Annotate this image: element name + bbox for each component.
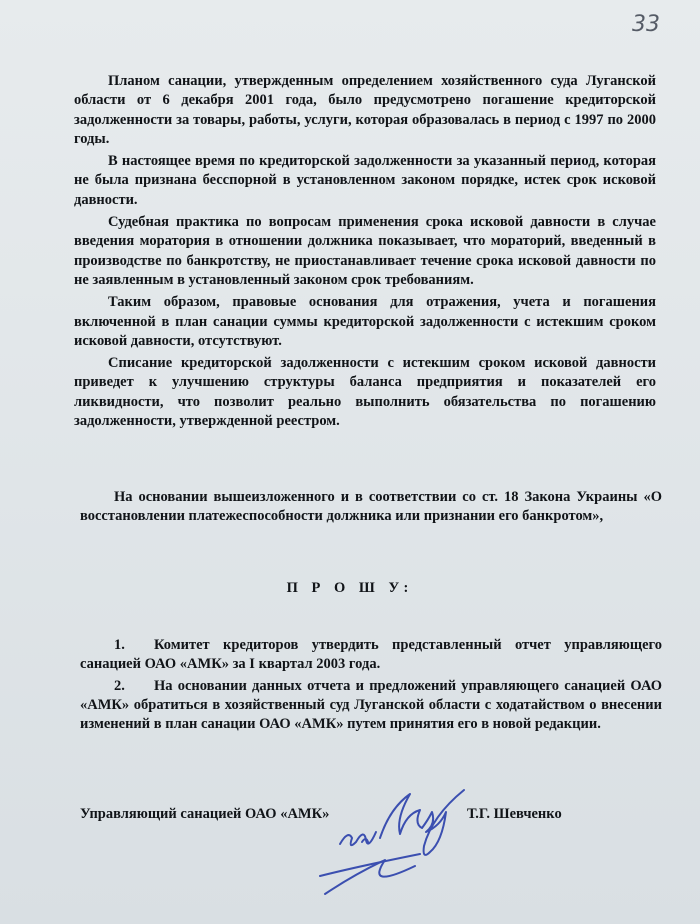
request-item-number: 2.	[114, 677, 125, 694]
request-item	[80, 636, 662, 675]
paragraph: В настоящее время по кредиторской задолженности за указанный период, которая не была признана бесспорной в установленном законом порядке, истек срок исковой давности.	[74, 153, 656, 208]
request-list	[80, 636, 662, 736]
paragraph: Списание кредиторской задолженности с истекшим сроком исковой давности приведет к улучшению структуры баланса предприятия и показателей его ликвидности, что позволит реально выполнить обязательства по погашению задолженности, утвержденной реестром.	[74, 355, 656, 430]
body-text	[74, 72, 656, 434]
handwritten-signature	[300, 756, 520, 911]
signatory-title: Управляющий санацией ОАО «АМК»	[80, 806, 330, 822]
signature-scribble-icon	[300, 756, 520, 906]
basis-paragraph: На основании вышеизложенного и в соответствии со ст. 18 Закона Украины «О восстановлении платежеспособности должника или признании его банкротом»,	[80, 489, 662, 525]
request-heading: П Р О Ш У:	[286, 580, 414, 596]
paragraph: Планом санации, утвержденным определением хозяйственного суда Луганской области от 6 декабря 2001 года, было предусмотрено погашение кредиторской задолженности за товары, работы, услуги, которая образовалась в период с 1997 по 2000 годы.	[74, 73, 656, 147]
request-item-number: 1.	[114, 637, 125, 653]
request-item-text: На основании данных отчета и предложений управляющего санацией ОАО «АМК» обратиться в хозяйственный суд Луганской области с ходатайством о внесении изменений в план санации ОАО «АМК» путем принятия его в новой редакции.	[80, 677, 662, 733]
request-item-text: Комитет кредиторов утвердить представленный отчет управляющего санацией ОАО «АМК» за I квартал 2003 года.	[80, 637, 662, 673]
paragraph: Таким образом, правовые основания для отражения, учета и погашения включенной в план санации суммы кредиторской задолженности с истекшим сроком исковой давности, отсутствуют.	[74, 294, 656, 349]
signatory-name: Т.Г. Шевченко	[467, 806, 562, 822]
request-item	[80, 677, 662, 735]
paragraph: Судебная практика по вопросам применения срока исковой давности в случае введения моратория в отношении должника показывает, что мораторий, введенный в производстве по банкротству, не приостанавливает течение срока исковой давности по не заявленным в установленный законом срок требованиям.	[74, 214, 656, 288]
page-number: 33	[632, 12, 660, 37]
